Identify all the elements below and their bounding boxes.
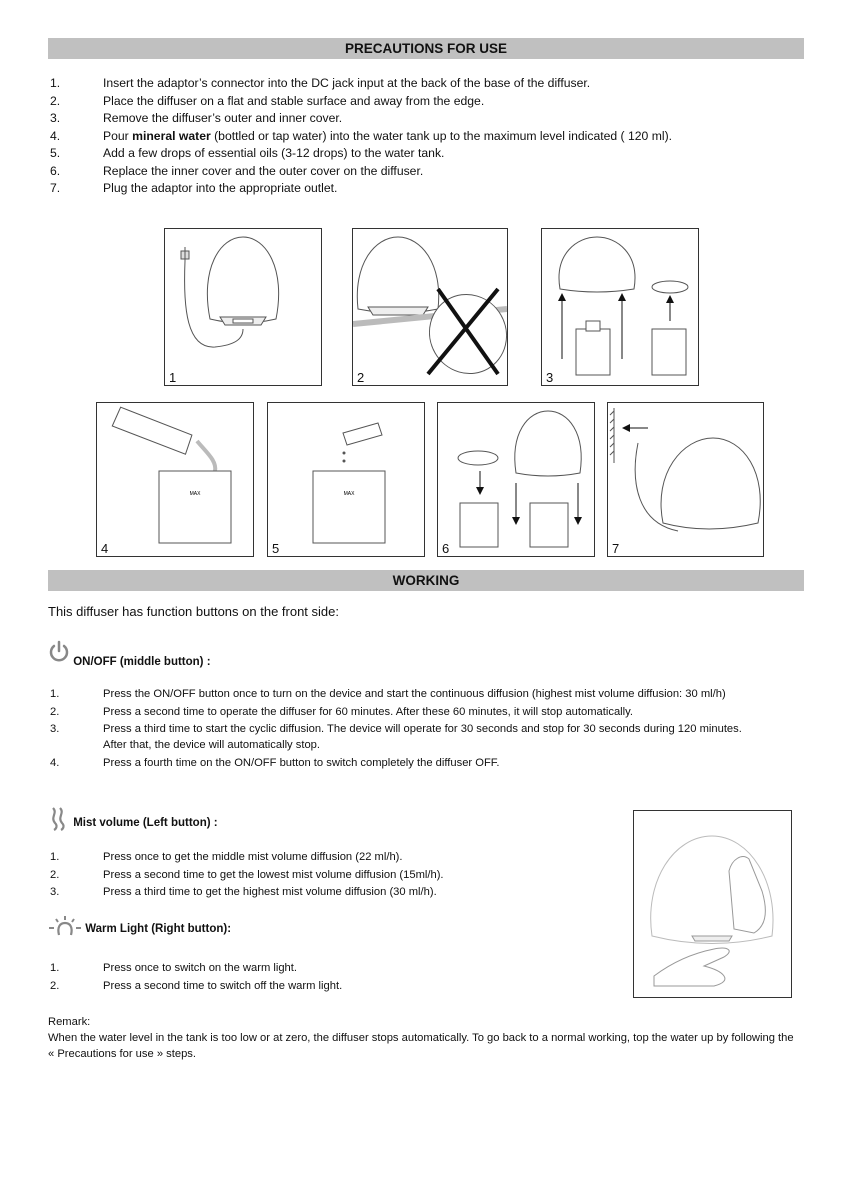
step-item: 4. Pour mineral water (bottled or tap water) into the water tank up to the maximum level indicated ( 120 ml). (50, 128, 673, 143)
onoff-heading: ON/OFF (middle button) : (48, 640, 211, 665)
step-item: 5. Add a few drops of essential oils (3-12 drops) to the water tank. (50, 146, 445, 160)
figure-number: 6 (442, 541, 450, 556)
list-item: 3. Press a third time to start the cyclic diffusion. The device will operate for 30 seconds and stop for 30 seconds during 120 minutes. After that, the device will automatically stop. (50, 723, 742, 751)
step-item: 3. Remove the diffuser’s outer and inner cover. (50, 111, 343, 125)
figure-number: 2 (357, 370, 365, 385)
working-header: WORKING (48, 570, 804, 591)
working-intro: This diffuser has function buttons on the front side: (48, 604, 339, 619)
svg-text:MAX: MAX (189, 491, 201, 497)
precautions-steps (50, 75, 810, 198)
figure-hand-on-button (633, 810, 792, 998)
mist-icon (48, 805, 70, 834)
step-item: 6. Replace the inner cover and the outer cover on the diffuser. (50, 163, 424, 178)
step-item: 1. Insert the adaptor’s connector into the DC jack input at the back of the base of the diffuser. (50, 76, 591, 90)
light-icon (48, 915, 82, 940)
figure-number: 4 (101, 541, 109, 556)
mist-heading: Mist volume (Left button) : (48, 805, 218, 834)
figure-number: 1 (169, 370, 177, 385)
remark-text: When the water level in the tank is too low or at zero, the diffuser stops automatically. To go back to a normal working, top the water up by following the « Precautions for use » steps. (48, 1032, 794, 1060)
list-item: 2. Press a second time to operate the diffuser for 60 minutes. After these 60 minutes, it will stop automatically. (50, 705, 634, 718)
onoff-list (50, 686, 750, 772)
figure-number: 3 (546, 370, 554, 385)
figure-remove-cover (541, 228, 699, 386)
figure-add-oil (267, 402, 425, 557)
step-item: 2. Place the diffuser on a flat and stable surface and away from the edge. (50, 93, 485, 108)
list-item: 1. Press the ON/OFF button once to turn on the device and start the continuous diffusion (highest mist volume diffusion: 30 ml/h) (50, 688, 726, 700)
figure-number: 5 (272, 541, 280, 556)
list-item: 1. Press once to get the middle mist volume diffusion (22 ml/h). (50, 851, 403, 863)
list-item: 3. Press a third time to get the highest mist volume diffusion (30 ml/h). (50, 886, 437, 898)
list-item: 1. Press once to switch on the warm light. (50, 962, 298, 974)
figure-number: 7 (612, 541, 620, 556)
list-item: 2. Press a second time to switch off the warm light. (50, 979, 343, 992)
step-item: 7. Plug the adaptor into the appropriate outlet. (50, 181, 338, 195)
figure-pour-water (96, 402, 254, 557)
power-icon (48, 640, 70, 665)
list-item: 2. Press a second time to get the lowest mist volume diffusion (15ml/h). (50, 868, 444, 881)
precautions-header: PRECAUTIONS FOR USE (48, 38, 804, 59)
list-item: 4. Press a fourth time on the ON/OFF button to switch completely the diffuser OFF. (50, 756, 500, 769)
figure-plug-outlet (607, 402, 764, 557)
remark-label: Remark: (48, 1016, 91, 1028)
svg-text:MAX: MAX (343, 491, 355, 497)
figure-flat-surface (352, 228, 508, 386)
figure-plug-adaptor (164, 228, 322, 386)
figure-replace-cover (437, 402, 595, 557)
light-heading: Warm Light (Right button): (48, 915, 231, 940)
